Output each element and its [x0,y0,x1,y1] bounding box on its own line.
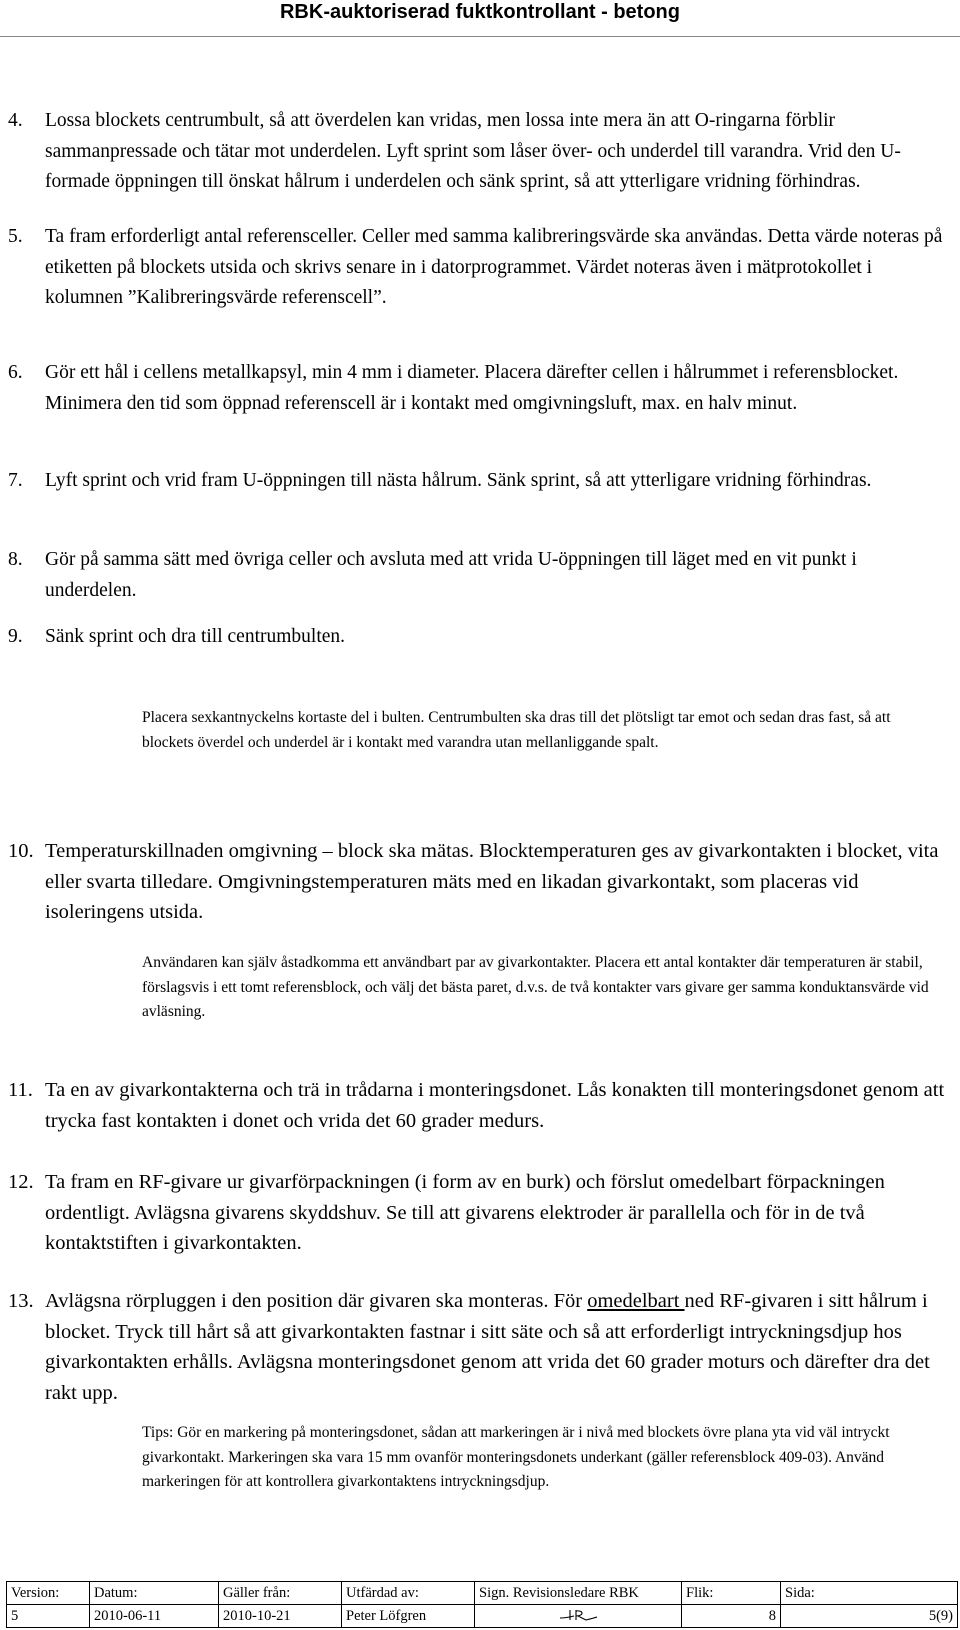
footer-date-value: 2010-06-11 [90,1605,219,1628]
step-6 [8,358,948,419]
step-7 [8,466,948,497]
step-text: Temperaturskillnaden omgivning – block ska mätas. Blocktemperaturen ges av givarkontakten i blocket, vita eller svarta tilledare. Omgivningstemperaturen mäts med en likadan givarkontakt, som placeras vid isoleringens utsida. [45,840,939,923]
step-text: Ta fram en RF-givare ur givarförpackningen (i form av en burk) och förslut omedelbart förpackningen ordentligt. Avlägsna givarens skyddshuv. Se till att givarens elektroder är parallella och för in de två kontaktstiften i givarkontakten. [45,1171,885,1254]
step-number: 4. [8,110,23,131]
footer-value-row [7,1605,958,1628]
step-text: Lyft sprint och vrid fram U-öppningen till nästa hålrum. Sänk sprint, så att ytterligare vridning förhindras. [45,470,872,491]
footer-header-cell: Flik: [682,1582,781,1605]
step-text: Lossa blockets centrumbult, så att överdelen kan vridas, men lossa inte mera än att O-ringarna förblir sammanpressade och tätar mot underdelen. Lyft sprint som låser över- och underdel till varandra. Vrid den U-formade öppningen till önskat hålrum i underdelen och sänk sprint, så att ytterligare vridning förhindras. [45,110,901,192]
footer-header-cell: Sida: [781,1582,958,1605]
footer-header-cell: Sign. Revisionsledare RBK [475,1582,682,1605]
step-text [45,1286,948,1408]
step-text-underlined: omedelbart [587,1290,685,1312]
step-12 [8,1167,948,1259]
step-5 [8,222,948,314]
step-text: Gör ett hål i cellens metallkapsyl, min 4 mm i diameter. Placera därefter cellen i hålrummet i referensblocket. Minimera den tid som öppnad referenscell är i kontakt med omgivningsluft, max. en halv minut. [45,362,899,414]
footer-header-cell: Datum: [90,1582,219,1605]
step-number: 8. [8,549,23,570]
note-sexkantnyckel: Placera sexkantnyckelns kortaste del i bulten. Centrumbulten ska dras till det plötsligt tar emot och sedan dras fast, så att blockets överdel och underdel är i kontakt med varandra utan mellanliggande spalt. [142,709,891,751]
note-tips: Tips: Gör en markering på monteringsdonet, sådan att markeringen är i nivå med blockets övre plana yta vid väl intryckt givarkontakt. Markeringen ska vara 15 mm ovanför monteringsdonets underkant (gäller referensblock 409-03). Använd markeringen för att kontrollera givarkontaktens intryckningsdjup. [142,1424,890,1490]
header-divider [0,36,960,37]
step-text-part: Avlägsna rörpluggen i den position där givaren ska monteras. För [45,1290,588,1312]
step-9 [8,622,948,653]
step-text: Ta fram erforderligt antal referensceller. Celler med samma kalibreringsvärde ska användas. Detta värde noteras på etiketten på blockets utsida och skrivs senare in i datorprogrammet. Värdet noteras även i mätprotokollet i kolumnen ”Kalibreringsvärde referenscell”. [45,226,943,308]
footer-page-value: 5(9) [781,1605,958,1628]
handwritten-signature-icon [558,1608,598,1622]
step-number: 12. [8,1171,34,1193]
step-13 [8,1286,948,1408]
step-number: 6. [8,362,23,383]
footer-header-row [7,1582,958,1605]
note-givarkontakter: Användaren kan själv åstadkomma ett användbart par av givarkontakter. Placera ett antal kontakter där temperaturen är stabil, förslagsvis i ett tomt referensblock, och välj det bästa paret, d.v.s. de två kontakter vars givare ger samma konduktansvärde vid avläsning. [142,954,929,1020]
footer-header-cell: Version: [7,1582,90,1605]
step-8 [8,545,948,606]
step-text: Sänk sprint och dra till centrumbulten. [45,626,346,647]
step-number: 13. [8,1290,34,1312]
page-header-title: RBK-auktoriserad fuktkontrollant - betong [279,1,680,23]
footer-issued-by-value: Peter Löfgren [342,1605,475,1628]
step-number: 7. [8,470,23,491]
step-number: 10. [8,840,34,862]
footer-valid-from-value: 2010-10-21 [219,1605,342,1628]
footer-signature-cell [475,1605,682,1628]
step-number: 5. [8,226,23,247]
step-4 [8,106,948,198]
footer-header-cell: Gäller från: [219,1582,342,1605]
step-number: 11. [8,1079,33,1101]
step-text: Gör på samma sätt med övriga celler och avsluta med att vrida U-öppningen till läget med en vit punkt i underdelen. [45,549,857,601]
step-text-part: ned RF-givaren i sitt hålrum i blocket. Tryck till hårt så att givarkontakten fastnar i sitt säte och så att erforderligt intryckningsdjup hos givarkontakten erhålls. Avlägsna monteringsdonet genom att vrida det 60 grader moturs och därefter dra det rakt upp. [45,1290,930,1404]
step-text: Ta en av givarkontakterna och trä in trådarna i monteringsdonet. Lås konakten till monteringsdonet genom att trycka fast kontakten i donet och vrida det 60 grader medurs. [45,1079,945,1132]
footer-version-value: 5 [7,1605,90,1628]
revision-footer-table [6,1581,958,1628]
footer-header-cell: Utfärdad av: [342,1582,475,1605]
footer-tab-value: 8 [682,1605,781,1628]
step-number: 9. [8,626,23,647]
step-11 [8,1075,948,1136]
step-10 [8,836,948,928]
